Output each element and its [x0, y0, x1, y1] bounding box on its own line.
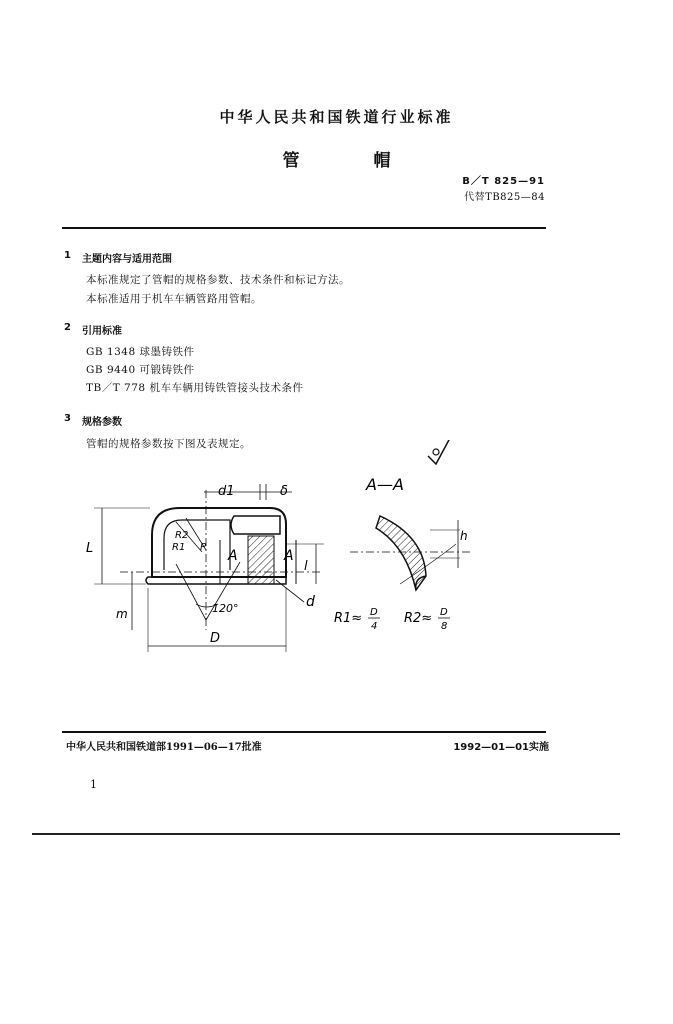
- section-1-para-1: 本标准规定了管帽的规格参数、技术条件和标记方法。: [86, 274, 350, 286]
- replaces-standard: 代替TB825—84: [464, 192, 545, 203]
- formula-r1-denominator: 4: [371, 621, 378, 632]
- section-3-para-1: 管帽的规格参数按下图及表规定。: [86, 438, 251, 450]
- roughness-symbol: [428, 440, 450, 464]
- section-3-number: 3: [64, 413, 71, 424]
- section-1-number: 1: [64, 250, 71, 261]
- section-3-title: 规格参数: [82, 417, 122, 428]
- label-d-big: D: [210, 631, 221, 646]
- footer-divider: [62, 731, 546, 733]
- label-r1: R1: [172, 542, 186, 553]
- label-l-big: L: [86, 541, 94, 556]
- document-title: 管 帽: [282, 151, 425, 171]
- reference-gb1348: GB 1348 球墨铸铁件: [86, 346, 195, 358]
- cap-main-view: [94, 484, 324, 652]
- label-d1: d1: [218, 484, 235, 499]
- formula-r2: [404, 607, 450, 632]
- label-angle: 120°: [212, 602, 239, 615]
- formula-r1-lhs: R1≈: [334, 611, 363, 626]
- label-d-small: d: [306, 594, 315, 610]
- implementation-date: 1992—01—01实施: [453, 742, 549, 753]
- section-a-a-view: [350, 516, 470, 590]
- label-a-left: A: [228, 548, 238, 564]
- label-a-right: A: [284, 548, 294, 564]
- label-h: h: [460, 529, 468, 543]
- formula-r2-denominator: 8: [441, 621, 448, 632]
- reference-gb9440: GB 9440 可锻铸铁件: [86, 364, 195, 376]
- formula-r2-numerator: D: [440, 607, 448, 618]
- approval-date: 中华人民共和国铁道部1991—06—17批准: [66, 742, 262, 753]
- section-1-para-2: 本标准适用于机车车辆管路用管帽。: [86, 293, 262, 305]
- formula-r2-lhs: R2≈: [404, 611, 433, 626]
- pipe-cap-drawing: [80, 440, 500, 660]
- formula-r1: [334, 607, 380, 632]
- section-label-a-a: A—A: [366, 475, 404, 494]
- header-divider: [62, 227, 546, 229]
- label-delta: δ: [280, 484, 288, 499]
- label-m: m: [116, 607, 128, 621]
- section-2-number: 2: [64, 322, 71, 333]
- section-2-title: 引用标准: [82, 326, 122, 337]
- section-1-title: 主题内容与适用范围: [82, 254, 172, 265]
- page-number: 1: [90, 778, 97, 791]
- standard-code: B／T 825—91: [462, 176, 545, 187]
- standard-organization: 中华人民共和国铁道行业标准: [219, 108, 454, 126]
- reference-tb778: TB／T 778 机车车辆用铸铁管接头技术条件: [86, 382, 304, 394]
- label-p: P: [200, 542, 207, 553]
- page-edge-line: [32, 833, 620, 835]
- label-r2: R2: [175, 530, 189, 541]
- formula-r1-numerator: D: [370, 607, 378, 618]
- label-l-small: l: [304, 559, 308, 574]
